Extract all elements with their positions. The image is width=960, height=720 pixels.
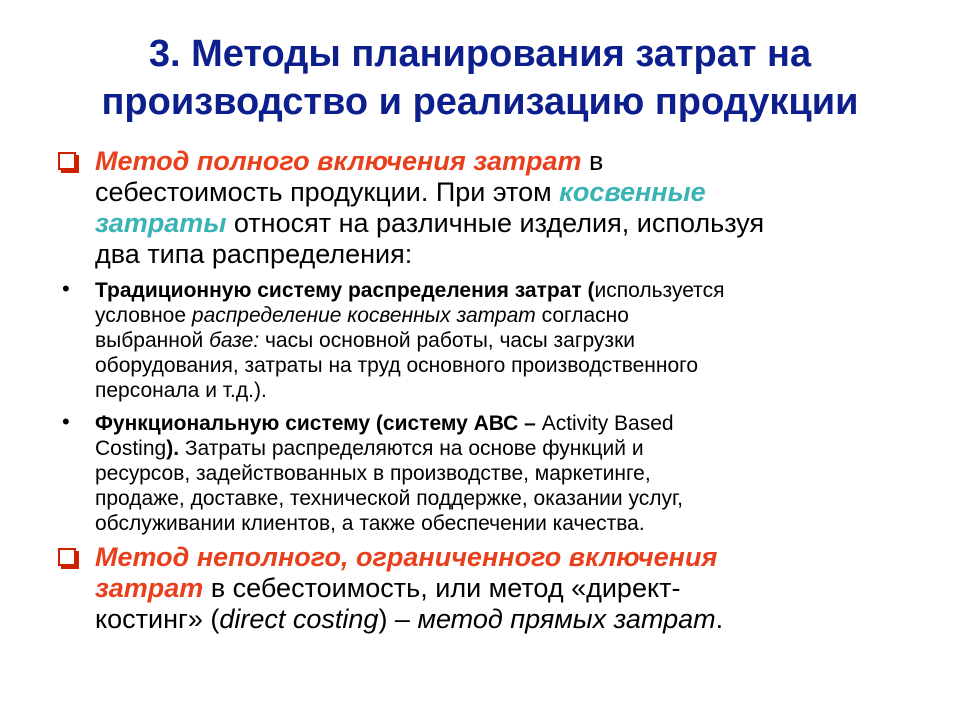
bullet1-line4: оборудования, затраты на труд основного производственного [95, 354, 699, 377]
bullet1-line2-c: согласно [535, 304, 629, 327]
title-line-1: 3. Методы планирования затрат на [148, 33, 812, 75]
checkbox-bullet-icon [58, 152, 76, 170]
section1-line2-text: себестоимость продукции. При этом [95, 177, 560, 207]
bullet2-line2-b: ). [166, 437, 185, 460]
section2-lead: Метод неполного, ограниченного включения [95, 542, 718, 572]
bullet1-line1-rest: используется [594, 279, 725, 302]
checkbox-bullet-icon-2 [58, 548, 76, 566]
title-line-2: производство и реализацию продукции [101, 81, 859, 123]
bullet1-line3 [95, 328, 915, 353]
bullet1-line2-italic: распределение косвенных затрат [191, 304, 536, 327]
bullet1-line3-italic: базе: [209, 329, 260, 352]
bullet2-line1-rest: Activity Based [541, 412, 674, 435]
section2-line1 [95, 542, 915, 573]
section2-line2-rest: в себестоимость, или метод «директ- [203, 573, 681, 603]
bullet1-line1 [95, 278, 915, 303]
bullet2-line1 [95, 411, 915, 436]
indirect-costs-highlight-2: затраты [95, 208, 227, 238]
bullet2-line2-c: Затраты распределяются на основе функций и [184, 437, 644, 460]
bullet-traditional-system [95, 278, 915, 403]
section2-line3-c: ) – [378, 604, 418, 634]
bullet1-line3-a: выбранной [95, 329, 210, 352]
bullet1-lead: Традиционную систему распределения затрат ( [95, 279, 595, 302]
section2-line3-a: костинг» ( [95, 604, 220, 634]
bullet2-line2 [95, 436, 915, 461]
bullet2-line2-a: Costing [95, 437, 167, 460]
direct-costs-method: метод прямых затрат [417, 604, 716, 634]
bullet-abc-system [95, 411, 915, 536]
section2-lead-2: затрат [95, 573, 204, 603]
bullet-dot-2: • [62, 409, 70, 434]
section2-period: . [715, 604, 724, 634]
bullet-dot-1: • [62, 276, 70, 301]
section1-text: в [581, 146, 604, 176]
section1-line1 [95, 146, 915, 177]
section-direct-costing [95, 542, 915, 635]
indirect-costs-highlight: косвенные [559, 177, 706, 207]
bullet1-line5: персонала и т.д.). [95, 379, 267, 402]
bullet1-line3-c: часы основной работы, часы загрузки [259, 329, 635, 352]
bullet2-line4: продаже, доставке, технической поддержке, оказании услуг, [95, 487, 683, 510]
section1-line3 [95, 208, 915, 239]
section1-line2 [95, 177, 915, 208]
section1-line4: два типа распределения: [95, 239, 413, 269]
section1-line3-text: относят на различные изделия, используя [226, 208, 765, 238]
bullet1-line2-a: условное [95, 304, 192, 327]
bullet2-line3: ресурсов, задействованных в производстве, маркетинге, [95, 462, 651, 485]
direct-costing-term: direct costing [219, 604, 379, 634]
section-full-costing [95, 146, 915, 270]
bullet2-line5: обслуживании клиентов, а также обеспечении качества. [95, 512, 645, 535]
bullet1-line2 [95, 303, 915, 328]
section1-lead: Метод полного включения затрат [95, 146, 582, 176]
bullet2-lead: Функциональную систему (систему АВС – [95, 412, 542, 435]
slide-title [20, 30, 940, 126]
section2-line2 [95, 573, 915, 604]
section2-line3 [95, 604, 915, 635]
